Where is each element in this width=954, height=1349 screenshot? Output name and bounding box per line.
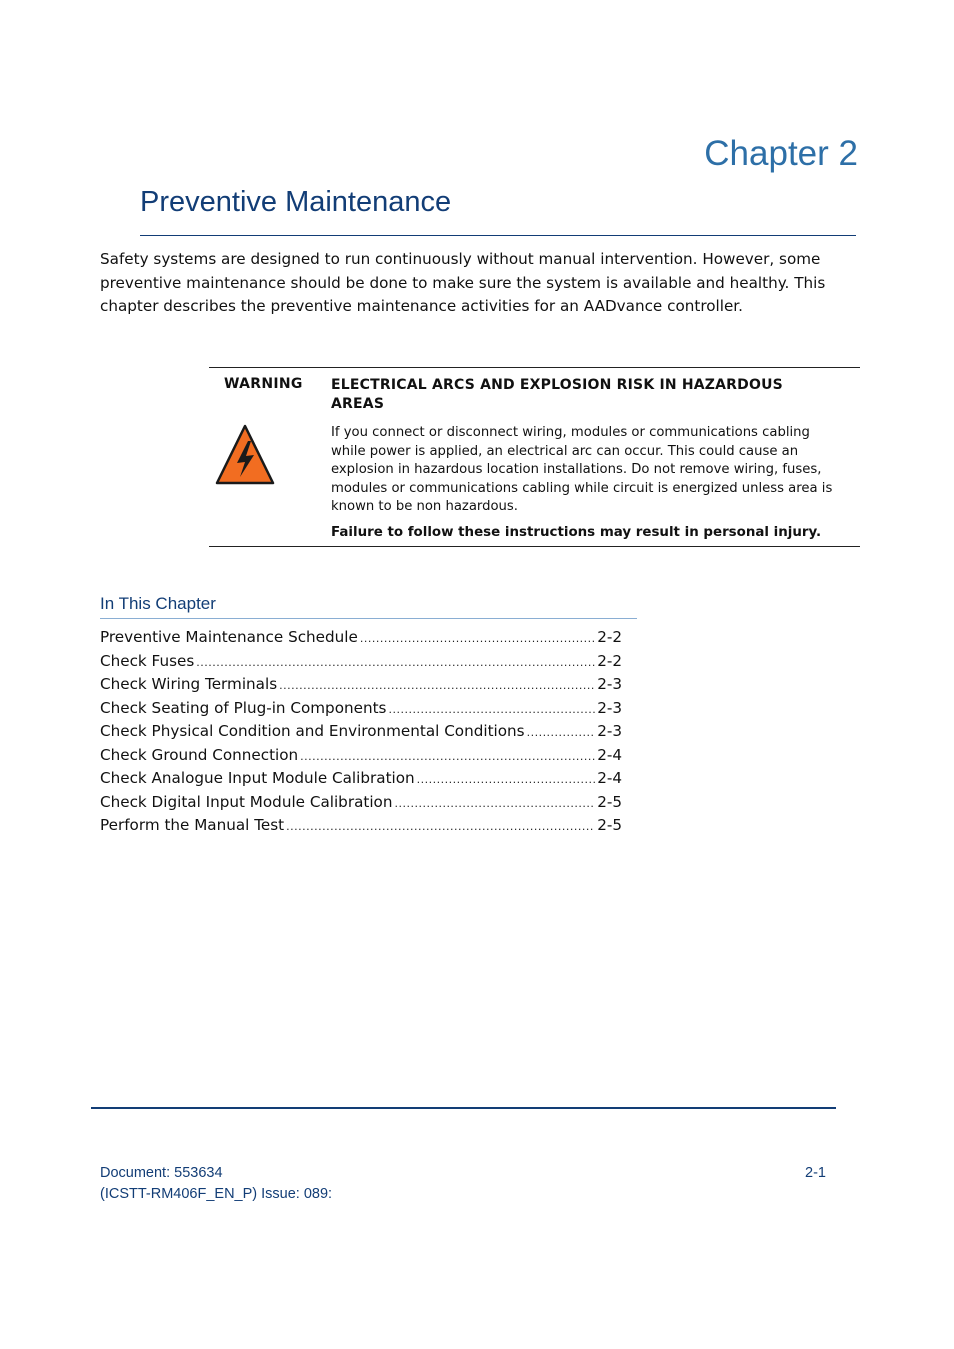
toc-entry-title[interactable]: Check Analogue Input Module Calibration <box>100 769 415 787</box>
toc-entry-title[interactable]: Check Wiring Terminals <box>100 675 278 693</box>
section-title: Preventive Maintenance <box>140 186 452 218</box>
toc-entry-page[interactable]: 2-3 <box>597 675 622 693</box>
toc-entry-title[interactable]: Check Digital Input Module Calibration <box>100 792 393 811</box>
toc-entry-page[interactable]: 2-2 <box>597 651 622 670</box>
warning-failure-note: Failure to follow these instructions may result in personal injury. <box>331 525 822 540</box>
toc-entry-page[interactable]: 2-3 <box>597 698 622 717</box>
warning-text: If you connect or disconnect wiring, modules or communications cabling while power is applied, an electrical arc can occur. This could cause an explosion in hazardous location installations. Do not remove wiring, fuses, modules or communications cabling while circuit is energized unless area is known to be non hazardous. <box>331 425 833 515</box>
toc-leader <box>300 744 595 769</box>
toc-heading: In This Chapter <box>100 594 216 613</box>
toc-leader <box>360 626 595 651</box>
toc-entry-page[interactable]: 2-5 <box>597 816 622 834</box>
toc-entry-page[interactable]: 2-3 <box>597 722 622 740</box>
toc-entry[interactable] <box>100 697 622 721</box>
footer-page-number: 2-1 <box>805 1165 826 1181</box>
footer-document-number: Document: 553634 <box>100 1165 223 1181</box>
toc-entry-title[interactable]: Check Physical Condition and Environmental Conditions <box>100 722 525 740</box>
toc-entry[interactable] <box>100 744 622 768</box>
toc-leader <box>196 650 595 675</box>
toc-entry-title[interactable]: Preventive Maintenance Schedule <box>100 628 358 646</box>
toc-entry-page[interactable]: 2-4 <box>597 769 622 787</box>
toc-entry[interactable] <box>100 650 622 674</box>
toc-leader <box>527 720 596 745</box>
warning-heading: ELECTRICAL ARCS AND EXPLOSION RISK IN HAZARDOUS AREAS <box>331 377 783 412</box>
toc-entry-page[interactable]: 2-5 <box>597 792 622 811</box>
intro-paragraph: Safety systems are designed to run continuously without manual intervention. However, some preventive maintenance should be done to make sure the system is available and healthy. This chapter describes the preventive maintenance activities for an AADvance controller. <box>100 250 826 315</box>
toc-entry-page[interactable]: 2-2 <box>597 628 622 646</box>
warning-label: WARNING <box>224 376 303 392</box>
footer-issue: (ICSTT-RM406F_EN_P) Issue: 089: <box>100 1186 333 1202</box>
warning-box <box>209 367 860 547</box>
toc-leader <box>394 791 595 816</box>
toc-divider <box>100 618 637 619</box>
toc-entry-title[interactable]: Check Ground Connection <box>100 745 299 764</box>
toc-entry[interactable] <box>100 767 622 791</box>
toc-entry[interactable] <box>100 791 622 815</box>
toc-entry-title[interactable]: Perform the Manual Test <box>100 816 285 834</box>
title-divider <box>140 235 856 236</box>
toc-list <box>100 626 622 838</box>
electrical-hazard-icon <box>215 424 275 486</box>
toc-entry-page[interactable]: 2-4 <box>597 745 622 764</box>
toc-leader <box>388 697 595 722</box>
chapter-label: Chapter 2 <box>704 134 858 173</box>
toc-entry[interactable] <box>100 814 622 838</box>
toc-leader <box>286 814 595 839</box>
toc-leader <box>417 767 596 792</box>
toc-entry[interactable] <box>100 673 622 697</box>
toc-leader <box>279 673 595 698</box>
footer-divider <box>91 1107 836 1109</box>
toc-entry[interactable] <box>100 626 622 650</box>
toc-entry[interactable] <box>100 720 622 744</box>
toc-entry-title[interactable]: Check Seating of Plug-in Components <box>100 698 387 717</box>
toc-entry-title[interactable]: Check Fuses <box>100 651 195 670</box>
